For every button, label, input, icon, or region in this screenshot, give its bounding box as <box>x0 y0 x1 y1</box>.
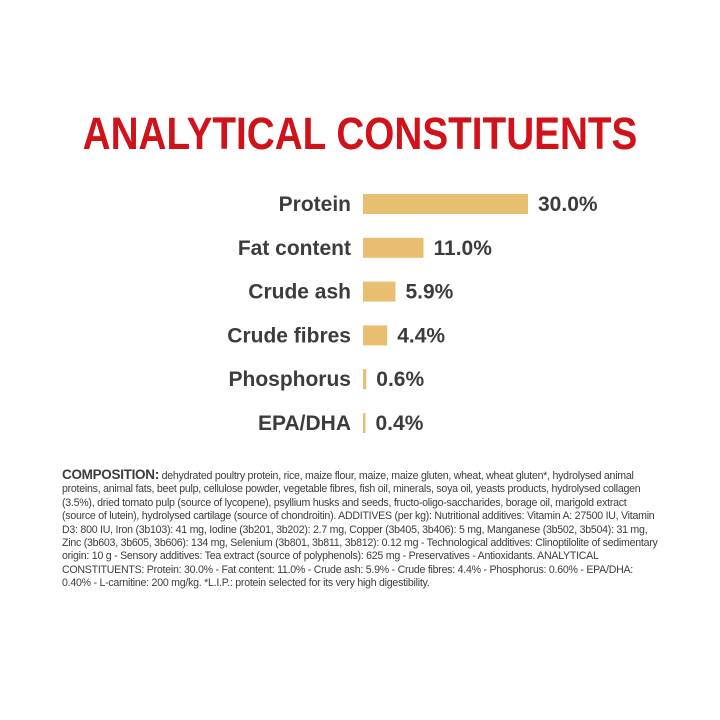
composition-text <box>62 468 662 591</box>
category-label: Fat content <box>237 236 351 260</box>
category-label: Phosphorus <box>228 368 351 392</box>
value-label: 4.4% <box>397 324 446 348</box>
value-label: 30.0% <box>538 193 598 216</box>
composition-heading: COMPOSITION: <box>62 467 159 482</box>
bar <box>363 238 424 258</box>
category-label: Protein <box>278 193 351 216</box>
bar <box>363 369 366 389</box>
value-label: 11.0% <box>433 236 492 260</box>
category-label: EPA/DHA <box>258 412 351 435</box>
page-title: ANALYTICAL CONSTITUENTS <box>82 108 638 159</box>
bar <box>363 325 387 345</box>
composition-body: dehydrated poultry protein, rice, maize flour, maize, maize gluten, wheat, wheat gluten*, hydrolysed animal proteins, animal fats, beet pulp, cellulose powder, vegetable fibres, fish oil, minerals, soya oil, yeasts products, hydrolysed collagen (3.5%), dried tomato pulp (source of lycopene), psyllium husks and seeds, fructo-oligo-saccharides, borage oil, marigold extract (source of lutein), hydrolysed cartilage (source of chondroitin). ADDITIVES (per kg): Nutritional additives: Vitamin A: 27500 IU, Vitamin D3: 800 IU, Iron (3b103): 41 mg, Iodine (3b201, 3b202): 2.7 mg, Copper (3b405, 3b406): 5 mg, Manganese (3b502, 3b504): 31 mg, Zinc (3b603, 3b605, 3b606): 134 mg, Selenium (3b801, 3b811, 3b812): 0.12 mg - Technological additives: Clinoptilolite of sedimentary origin: 10 g - Sensory additives: Tea extract (source of polyphenols): 625 mg - Preservatives - Antioxidants. ANALYTICAL CONSTITUENTS: Protein: 30.0% - Fat content: 11.0% - Crude ash: 5.9% - Crude fibres: 4.4% - Phosphorus: 0.60% - EPA/DHA: 0.40% - L-carnitine: 200 mg/kg. *L.I.P.: protein selected for its very high digestibility. <box>62 470 658 590</box>
category-label: Crude ash <box>248 280 351 304</box>
category-label: Crude fibres <box>227 324 351 348</box>
value-label: 0.4% <box>375 412 424 435</box>
bar <box>363 194 528 214</box>
value-label: 0.6% <box>376 368 425 392</box>
bar <box>363 282 395 302</box>
bar <box>363 413 366 433</box>
value-label: 5.9% <box>405 280 454 304</box>
